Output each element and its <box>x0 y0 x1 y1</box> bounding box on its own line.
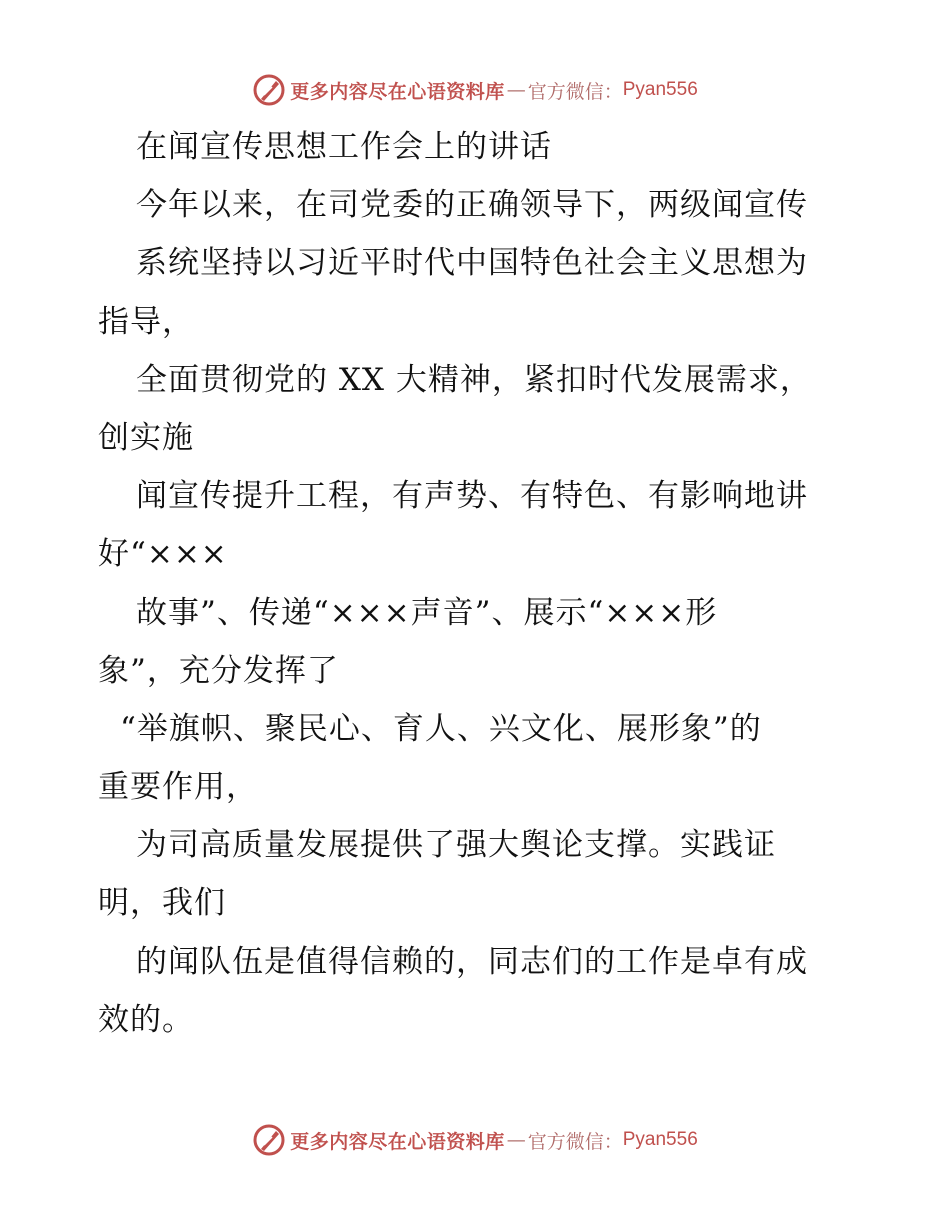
footer-banner-text: 更多内容尽在心语资料库 <box>290 1130 505 1153</box>
footer-banner-separator: — <box>506 1129 526 1151</box>
header-wechat-id: Pyan556 <box>622 79 698 100</box>
paragraph-line: 象”，充分发挥了 <box>98 652 339 689</box>
paragraph-line: “举旗帜、聚民心、育人、兴文化、展形象”的 <box>120 710 762 747</box>
paragraph-line: 效的。 <box>98 1001 194 1038</box>
document-body <box>98 118 858 1049</box>
document-title: 在闻宣传思想工作会上的讲话 <box>136 129 552 165</box>
paragraph-line: 指导， <box>98 303 194 340</box>
paragraph-line: 好“××× <box>98 536 228 573</box>
footer-banner <box>0 1120 950 1160</box>
paragraph-line: 全面贯彻党的 XX 大精神，紧扣时代发展需求， <box>136 361 812 398</box>
header-banner <box>0 70 950 110</box>
paragraph-line: 明，我们 <box>98 885 226 922</box>
paragraph-line: 系统坚持以习近平时代中国特色社会主义思想为 <box>136 245 808 282</box>
paragraph-line: 的闻队伍是值得信赖的，同志们的工作是卓有成 <box>136 943 808 980</box>
header-banner-separator: — <box>506 79 526 101</box>
paragraph-line: 今年以来，在司党委的正确领导下，两级闻宣传 <box>136 187 808 224</box>
paragraph-line: 重要作用， <box>98 769 258 806</box>
paragraph-line: 故事”、传递“×××声音”、展示“×××形 <box>136 594 718 631</box>
paragraph-line: 为司高质量发展提供了强大舆论支撑。实践证 <box>136 827 776 864</box>
paragraph-line: 闻宣传提升工程，有声势、有特色、有影响地讲 <box>136 478 808 515</box>
footer-wechat-label: 官方微信： <box>527 1130 623 1153</box>
footer-wechat-id: Pyan556 <box>622 1129 698 1150</box>
quill-logo-icon <box>252 73 286 107</box>
paragraph-line: 创实施 <box>98 419 194 456</box>
quill-logo-icon <box>252 1123 286 1157</box>
header-banner-text: 更多内容尽在心语资料库 <box>290 80 505 103</box>
header-wechat-label: 官方微信： <box>527 80 623 103</box>
